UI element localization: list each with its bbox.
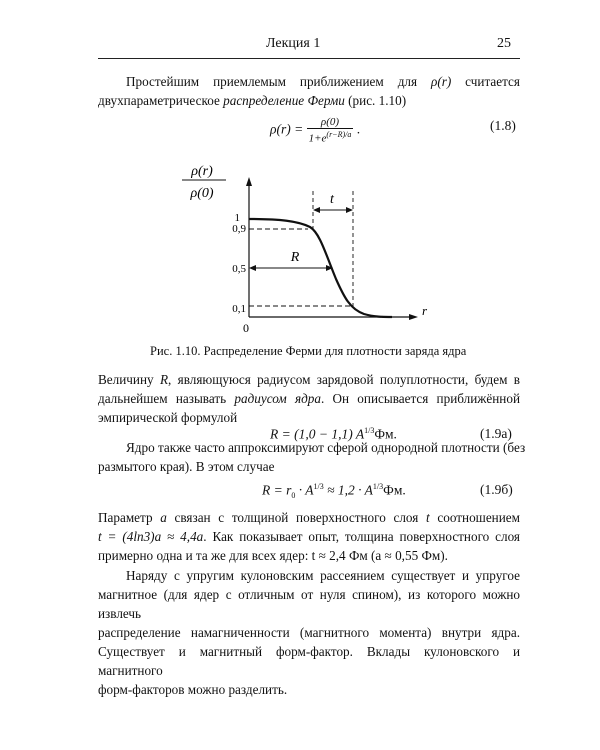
R-label: R [290, 250, 300, 265]
text: примерно одна и та же для всех ядер: t ≈ 2,4 Фм (a ≈ 0,55 Фм). [98, 548, 448, 563]
y-axis-arrow [246, 177, 252, 186]
equation-number-1-9b: (1.9б) [480, 482, 513, 497]
y-label-numerator: ρ(r) [191, 164, 213, 179]
paragraph-4 [98, 508, 520, 565]
page-number: 25 [497, 36, 511, 51]
text: Существует и магнитный форм-фактор. Вклады кулоновского и магнитного [98, 644, 520, 678]
word: для [397, 74, 418, 89]
y-label-denominator: ρ(0) [190, 186, 214, 201]
word: приемлемым [213, 74, 286, 89]
text: эмпирической формулой [98, 410, 238, 425]
text: Параметр [98, 510, 161, 525]
eq-power: 1/3 [313, 482, 324, 491]
eq-power-2: 1/3 [372, 482, 384, 491]
text: соотношением [429, 510, 520, 525]
word: Простейшим [126, 74, 200, 89]
word: приближением [299, 74, 384, 89]
term-nuclear-radius: радиусом ядра [234, 391, 321, 406]
paragraph-1 [98, 72, 520, 110]
equation-1-8 [270, 116, 360, 145]
t-arrow-right-head [346, 207, 353, 213]
eq-lhs: ρ(r) = [270, 121, 304, 137]
text: , являющуюся радиусом зарядовой полуплотности, будем в [168, 372, 520, 387]
eq-unit: Фм. [374, 426, 397, 442]
tick-label-0-9: 0,9 [232, 223, 246, 235]
tick-label-1: 1 [234, 212, 240, 224]
var-t: t [426, 510, 430, 525]
eq-mid: · A [295, 482, 314, 498]
equation-number-1-9a: (1.9а) [480, 426, 512, 441]
eq-tail: . [356, 121, 361, 137]
eq-power: 1/3 [364, 426, 375, 435]
text: Ядро также часто аппроксимируют сферой однородной плотности (без [126, 440, 526, 455]
fermi-distribution-figure [170, 155, 460, 335]
equation-number-1-8: (1.8) [490, 118, 516, 133]
t-arrow-left-head [313, 207, 320, 213]
running-header-title: Лекция 1 [266, 36, 321, 51]
paragraph-3 [98, 438, 526, 476]
eq-subscript: 0 [291, 491, 296, 501]
text: . Как показывает опыт, толщина поверхностного слоя [203, 529, 520, 544]
var-a: a [160, 510, 167, 525]
tick-label-0-5: 0,5 [232, 263, 246, 275]
text: (рис. 1.10) [344, 93, 407, 108]
figure-caption: Рис. 1.10. Распределение Ферми для плотности заряда ядра [150, 344, 467, 358]
word: считается [465, 74, 520, 89]
text: распределение намагниченности (магнитного момента) внутри ядра. [98, 625, 520, 640]
text: размытого края). В этом случае [98, 459, 275, 474]
tick-label-0-1: 0,1 [232, 303, 246, 315]
term-fermi-distribution: распределение Ферми [223, 93, 345, 108]
eq-body: R = (1,0 − 1,1) A [270, 426, 365, 442]
eq-body: R = r [262, 482, 292, 498]
origin-label: 0 [243, 321, 249, 335]
text: Наряду с упругим кулоновским рассеянием существует и упругое [126, 568, 520, 583]
header-rule [98, 58, 520, 59]
eq-exponent: (r−R)/a [326, 130, 352, 139]
x-axis-arrow [409, 314, 418, 320]
text: связан с толщиной поверхностного слоя [166, 510, 427, 525]
text: форм-факторов можно разделить. [98, 682, 288, 697]
eq-numerator: ρ(0) [320, 116, 340, 128]
text: магнитное (для ядер с отличным от нуля спином), из которого можно извлечь [98, 587, 520, 621]
var-R: R [159, 372, 169, 387]
eq-denominator: 1+e [308, 132, 327, 145]
eq-fraction [307, 116, 354, 145]
x-axis-label: r [422, 303, 428, 318]
eq-approx: ≈ 1,2 · A [323, 482, 373, 498]
formula-t-a: t = (4ln3)a ≈ 4,4a [98, 529, 204, 544]
t-label: t [330, 192, 334, 207]
text: дальнейшем называть [98, 391, 235, 406]
R-arrow-left-head [249, 265, 256, 271]
text: . Он описывается приближённой [320, 391, 521, 406]
paragraph-2 [98, 370, 520, 427]
paragraph-5 [98, 566, 520, 699]
text: Величину [98, 372, 160, 387]
eq-unit: Фм. [383, 482, 406, 498]
rho-of-r: ρ(r) [430, 74, 452, 89]
text: двухпараметрическое [98, 93, 224, 108]
equation-1-9b [262, 482, 406, 500]
